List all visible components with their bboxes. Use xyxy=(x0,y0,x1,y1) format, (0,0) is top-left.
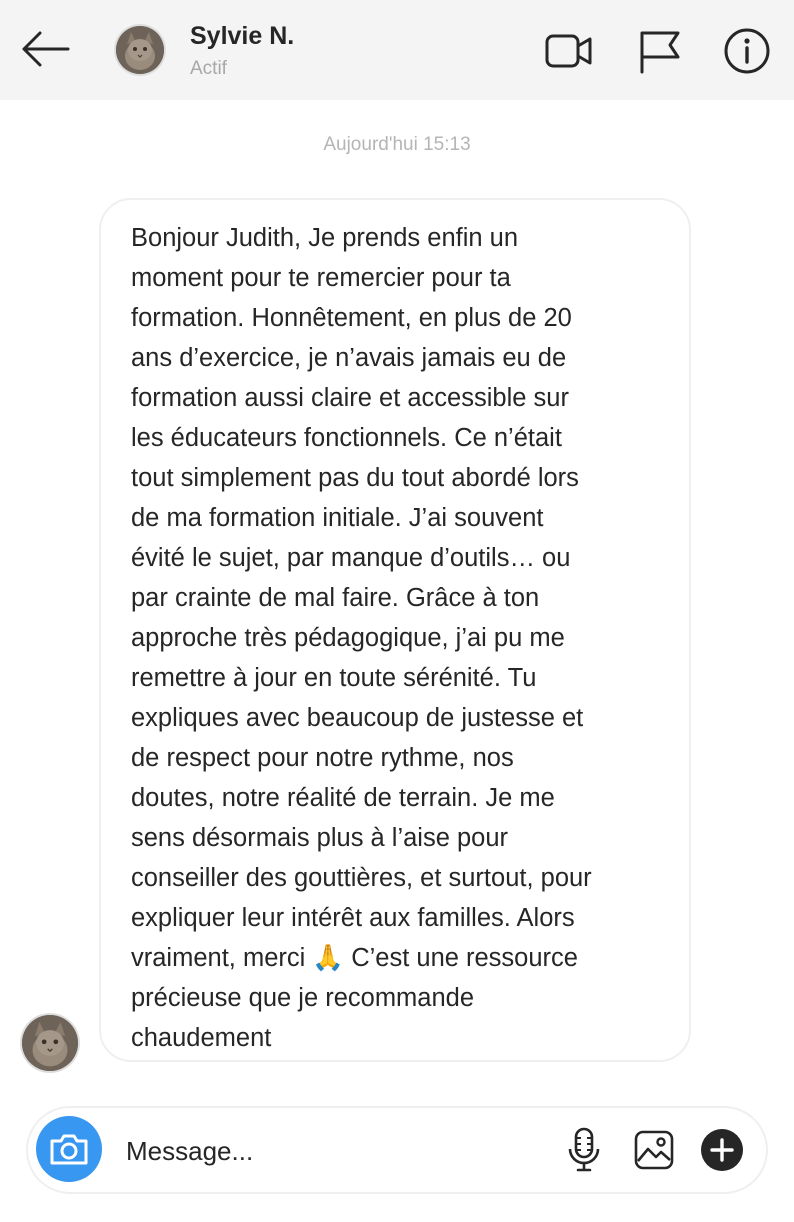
flag-icon xyxy=(636,28,682,74)
contact-avatar[interactable] xyxy=(116,26,164,74)
message-bubble[interactable] xyxy=(99,198,691,1062)
message-line: précieuse que je recommande xyxy=(131,984,475,1012)
gallery-button[interactable] xyxy=(630,1126,678,1174)
chat-header xyxy=(0,0,794,100)
voice-message-button[interactable] xyxy=(560,1126,608,1174)
sender-avatar[interactable] xyxy=(22,1015,78,1071)
camera-icon xyxy=(49,1132,89,1166)
message-line: par crainte de mal faire. Grâce à ton xyxy=(131,584,540,612)
message-line: expliquer leur intérêt aux familles. Alors xyxy=(131,904,575,932)
video-call-button[interactable] xyxy=(544,26,594,76)
more-options-button[interactable] xyxy=(698,1126,746,1174)
info-icon xyxy=(723,27,771,75)
contact-name[interactable]: Sylvie N. xyxy=(190,22,295,50)
message-line: formation aussi claire et accessible sur xyxy=(131,384,569,412)
plus-icon xyxy=(700,1128,744,1172)
message-line: approche très pédagogique, j’ai pu me xyxy=(131,624,565,652)
message-line: doutes, notre réalité de terrain. Je me xyxy=(131,784,555,812)
message-line: les éducateurs fonctionnels. Ce n’était xyxy=(131,424,562,452)
message-composer xyxy=(26,1106,768,1194)
info-button[interactable] xyxy=(722,26,772,76)
message-line: remettre à jour en toute sérénité. Tu xyxy=(131,664,537,692)
message-line: tout simplement pas du tout abordé lors xyxy=(131,464,579,492)
report-button[interactable] xyxy=(634,26,684,76)
message-line: moment pour te remercier pour ta xyxy=(131,264,511,292)
message-line: Bonjour Judith, Je prends enfin un xyxy=(131,224,519,252)
message-line: chaudement xyxy=(131,1024,272,1052)
message-line: de ma formation initiale. J’ai souvent xyxy=(131,504,544,532)
back-button[interactable] xyxy=(16,24,74,74)
message-line: évité le sujet, par manque d’outils… ou xyxy=(131,544,571,572)
message-input[interactable] xyxy=(124,1128,548,1174)
message-line: vraiment, merci 🙏 C’est une ressource xyxy=(131,944,578,972)
message-line: ans d’exercice, je n’avais jamais eu de xyxy=(131,344,567,372)
message-line: formation. Honnêtement, en plus de 20 xyxy=(131,304,572,332)
microphone-icon xyxy=(567,1127,601,1173)
message-line: sens désormais plus à l’aise pour xyxy=(131,824,509,852)
video-camera-icon xyxy=(544,31,594,71)
camera-button[interactable] xyxy=(36,1116,102,1182)
message-line: de respect pour notre rythme, nos xyxy=(131,744,514,772)
contact-status: Actif xyxy=(190,58,227,79)
message-line: expliques avec beaucoup de justesse et xyxy=(131,704,584,732)
back-arrow-icon xyxy=(20,31,70,67)
image-icon xyxy=(633,1129,675,1171)
message-line: conseiller des gouttières, et surtout, pour xyxy=(131,864,592,892)
message-timestamp: Aujourd'hui 15:13 xyxy=(323,134,471,155)
